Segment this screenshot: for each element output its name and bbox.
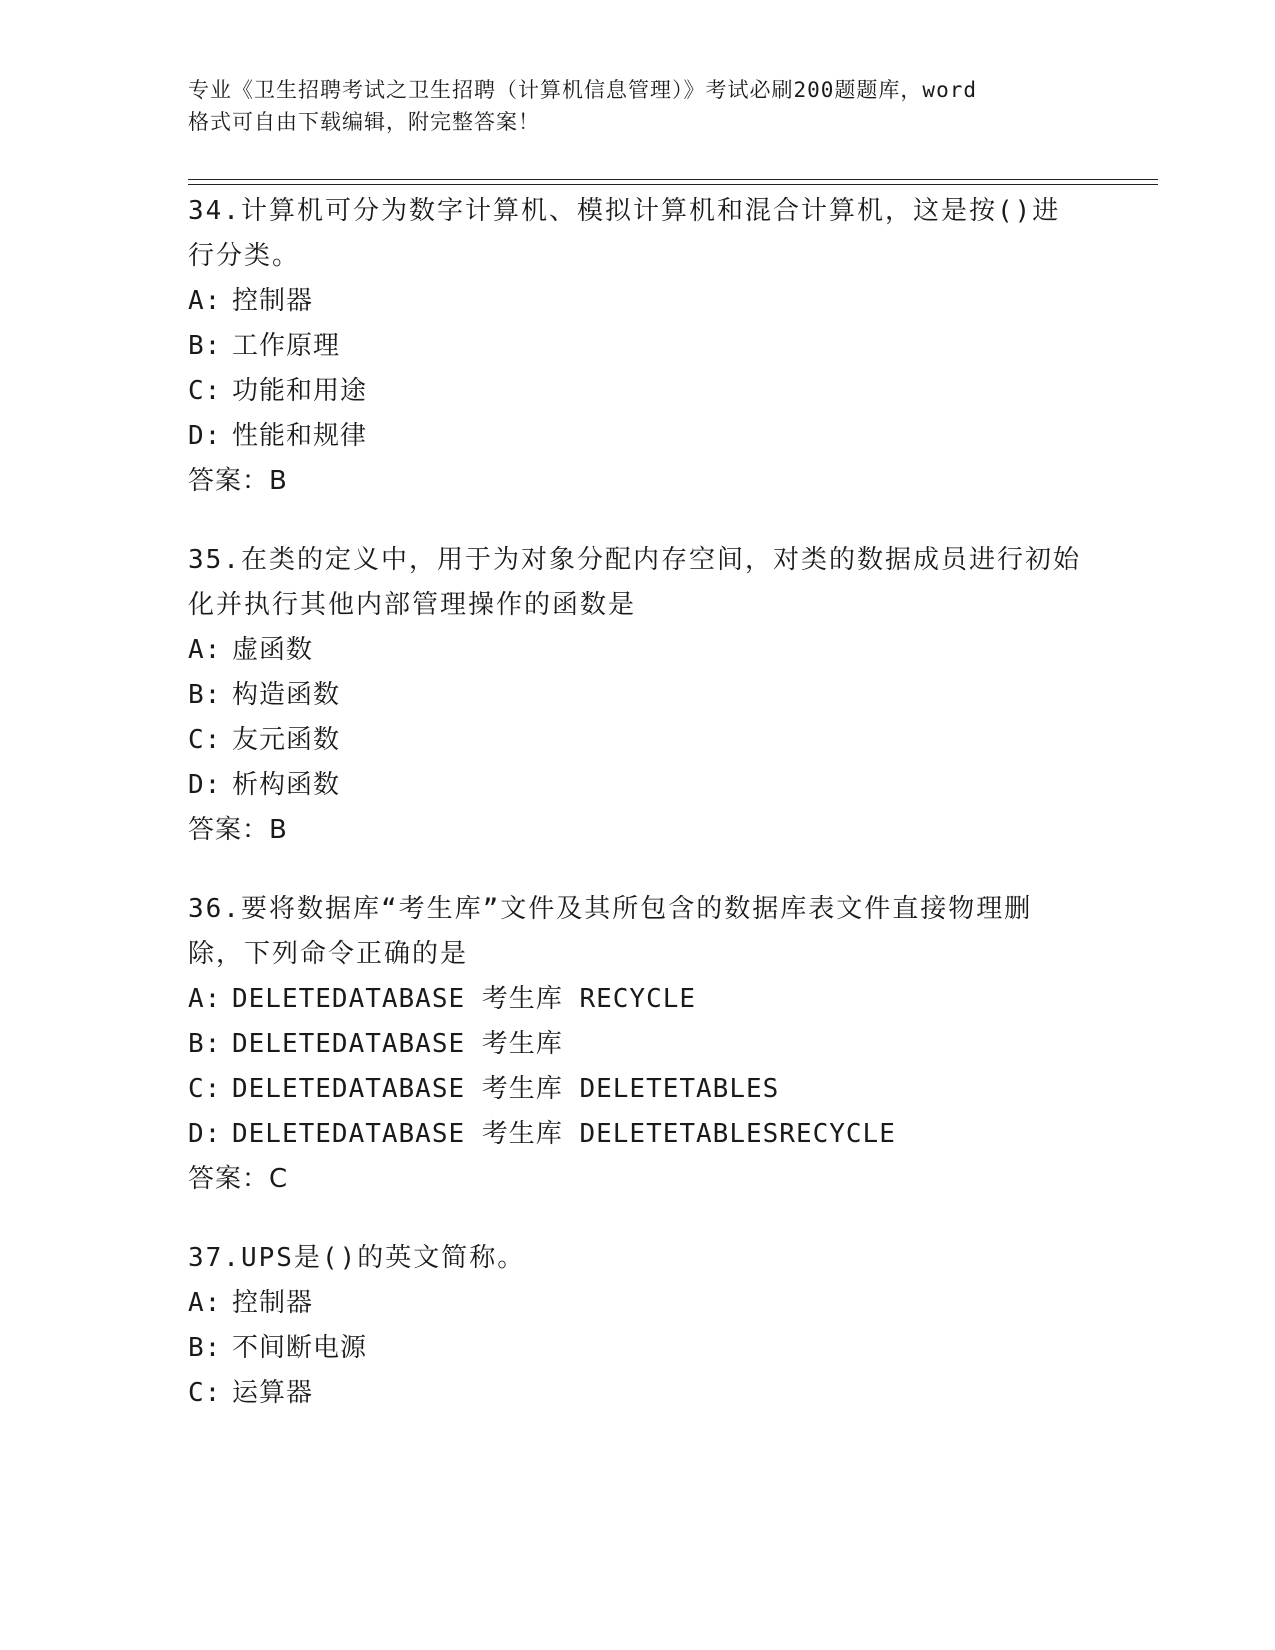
question-35 xyxy=(188,536,1088,853)
question-stem: 37.UPS是()的英文简称。 xyxy=(188,1243,526,1273)
option-a xyxy=(188,628,1088,673)
question-stem: 35.在类的定义中，用于为对象分配内存空间，对类的数据成员进行初始化并执行其他内部管理操作的函数是 xyxy=(188,545,1081,620)
header-divider-top xyxy=(188,179,1158,180)
option-b xyxy=(188,1326,1088,1371)
option-text: 控制器 xyxy=(232,1288,314,1318)
header-divider-bottom xyxy=(188,184,1158,185)
answer-line: 答案：C xyxy=(188,1164,289,1194)
option-text: DELETEDATABASE 考生库 DELETETABLESRECYCLE xyxy=(232,1119,896,1149)
option-key: B: xyxy=(188,1029,222,1059)
option-key: D: xyxy=(188,421,222,451)
option-key: A: xyxy=(188,286,222,316)
option-key: A: xyxy=(188,984,222,1014)
option-b xyxy=(188,324,1088,369)
header-line-2: 格式可自由下载编辑，附完整答案！ xyxy=(188,110,540,134)
option-text: 不间断电源 xyxy=(232,1333,368,1363)
option-b xyxy=(188,1022,1088,1067)
question-36 xyxy=(188,885,1088,1202)
option-key: C: xyxy=(188,725,222,755)
option-a xyxy=(188,1281,1088,1326)
option-text: 友元函数 xyxy=(232,725,341,755)
header-line-1: 专业《卫生招聘考试之卫生招聘（计算机信息管理）》考试必刷200题题库，word xyxy=(188,78,977,102)
option-c xyxy=(188,718,1088,763)
option-a xyxy=(188,977,1088,1022)
document-header xyxy=(188,74,1088,138)
option-text: 工作原理 xyxy=(232,331,341,361)
option-text: DELETEDATABASE 考生库 xyxy=(232,1029,563,1059)
option-c xyxy=(188,1067,1088,1112)
option-text: 性能和规律 xyxy=(232,421,368,451)
option-text: 控制器 xyxy=(232,286,314,316)
option-text: DELETEDATABASE 考生库 DELETETABLES xyxy=(232,1074,780,1104)
option-c xyxy=(188,1371,1088,1416)
option-text: 构造函数 xyxy=(232,680,341,710)
answer-line: 答案：B xyxy=(188,466,288,496)
question-stem: 36.要将数据库“考生库”文件及其所包含的数据库表文件直接物理删除，下列命令正确的是 xyxy=(188,894,1033,969)
option-key: C: xyxy=(188,1074,222,1104)
option-key: C: xyxy=(188,1378,222,1408)
option-d xyxy=(188,414,1088,459)
option-text: 功能和用途 xyxy=(232,376,368,406)
option-key: D: xyxy=(188,1119,222,1149)
option-d xyxy=(188,1112,1088,1157)
option-c xyxy=(188,369,1088,414)
option-text: 虚函数 xyxy=(232,635,314,665)
option-key: B: xyxy=(188,680,222,710)
option-b xyxy=(188,673,1088,718)
option-key: B: xyxy=(188,331,222,361)
option-a xyxy=(188,279,1088,324)
option-key: A: xyxy=(188,1288,222,1318)
option-key: A: xyxy=(188,635,222,665)
question-stem: 34.计算机可分为数字计算机、模拟计算机和混合计算机，这是按()进行分类。 xyxy=(188,196,1061,271)
question-37 xyxy=(188,1234,1088,1416)
option-text: DELETEDATABASE 考生库 RECYCLE xyxy=(232,984,697,1014)
answer-line: 答案：B xyxy=(188,815,288,845)
question-list xyxy=(188,187,1088,1448)
option-d xyxy=(188,763,1088,808)
option-key: C: xyxy=(188,376,222,406)
option-text: 析构函数 xyxy=(232,770,341,800)
option-text: 运算器 xyxy=(232,1378,314,1408)
question-34 xyxy=(188,187,1088,504)
option-key: B: xyxy=(188,1333,222,1363)
option-key: D: xyxy=(188,770,222,800)
